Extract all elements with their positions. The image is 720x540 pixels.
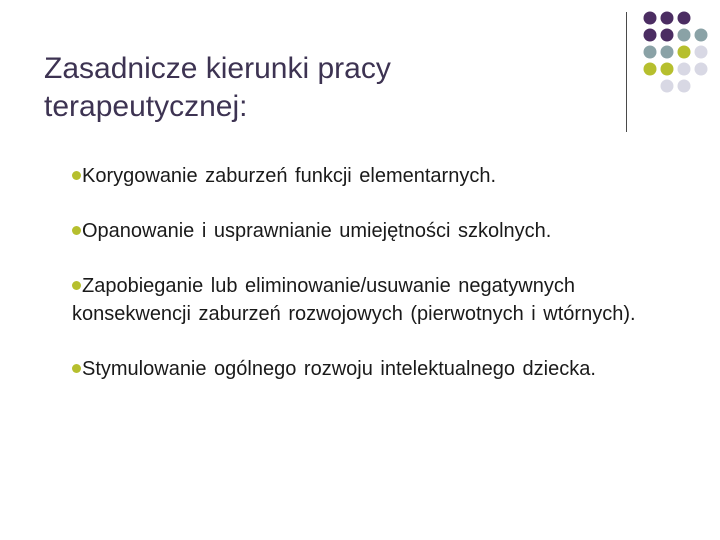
bullet-text: Stymulowanie ogólnego rozwoju intelektualnego dziecka.	[82, 358, 596, 380]
slide-title	[44, 50, 584, 126]
bullet-item	[72, 162, 692, 190]
decorative-dot	[661, 29, 674, 42]
decorative-dot	[678, 63, 691, 76]
decorative-dot	[695, 46, 708, 59]
decorative-dot	[678, 80, 691, 93]
decorative-dot	[661, 80, 674, 93]
decorative-dot	[644, 63, 657, 76]
title-line-2: terapeutycznej:	[44, 90, 248, 123]
decorative-dot	[661, 12, 674, 25]
decorative-dot	[644, 29, 657, 42]
bullet-text: Opanowanie i usprawnianie umiejętności szkolnych.	[82, 220, 552, 242]
bullet-text: Zapobieganie lub eliminowanie/usuwanie negatywnych konsekwencji zaburzeń rozwojowych (pierwotnych i wtórnych).	[72, 275, 636, 325]
decorative-dot	[661, 46, 674, 59]
decorative-dot	[644, 46, 657, 59]
bullet-item	[72, 272, 692, 328]
bullet-dot-icon	[72, 171, 81, 180]
bullet-list	[72, 162, 692, 410]
vertical-divider	[626, 12, 627, 132]
bullet-item	[72, 355, 692, 383]
decorative-dot	[678, 12, 691, 25]
bullet-dot-icon	[72, 226, 81, 235]
bullet-item	[72, 217, 692, 245]
bullet-text: Korygowanie zaburzeń funkcji elementarnych.	[82, 165, 496, 187]
decorative-dot	[678, 29, 691, 42]
decorative-dot	[644, 12, 657, 25]
bullet-dot-icon	[72, 364, 81, 373]
decorative-dot	[678, 46, 691, 59]
bullet-dot-icon	[72, 281, 81, 290]
decorative-dot	[695, 29, 708, 42]
decorative-dot	[695, 63, 708, 76]
decorative-dot	[661, 63, 674, 76]
title-line-1: Zasadnicze kierunki pracy	[44, 52, 391, 85]
